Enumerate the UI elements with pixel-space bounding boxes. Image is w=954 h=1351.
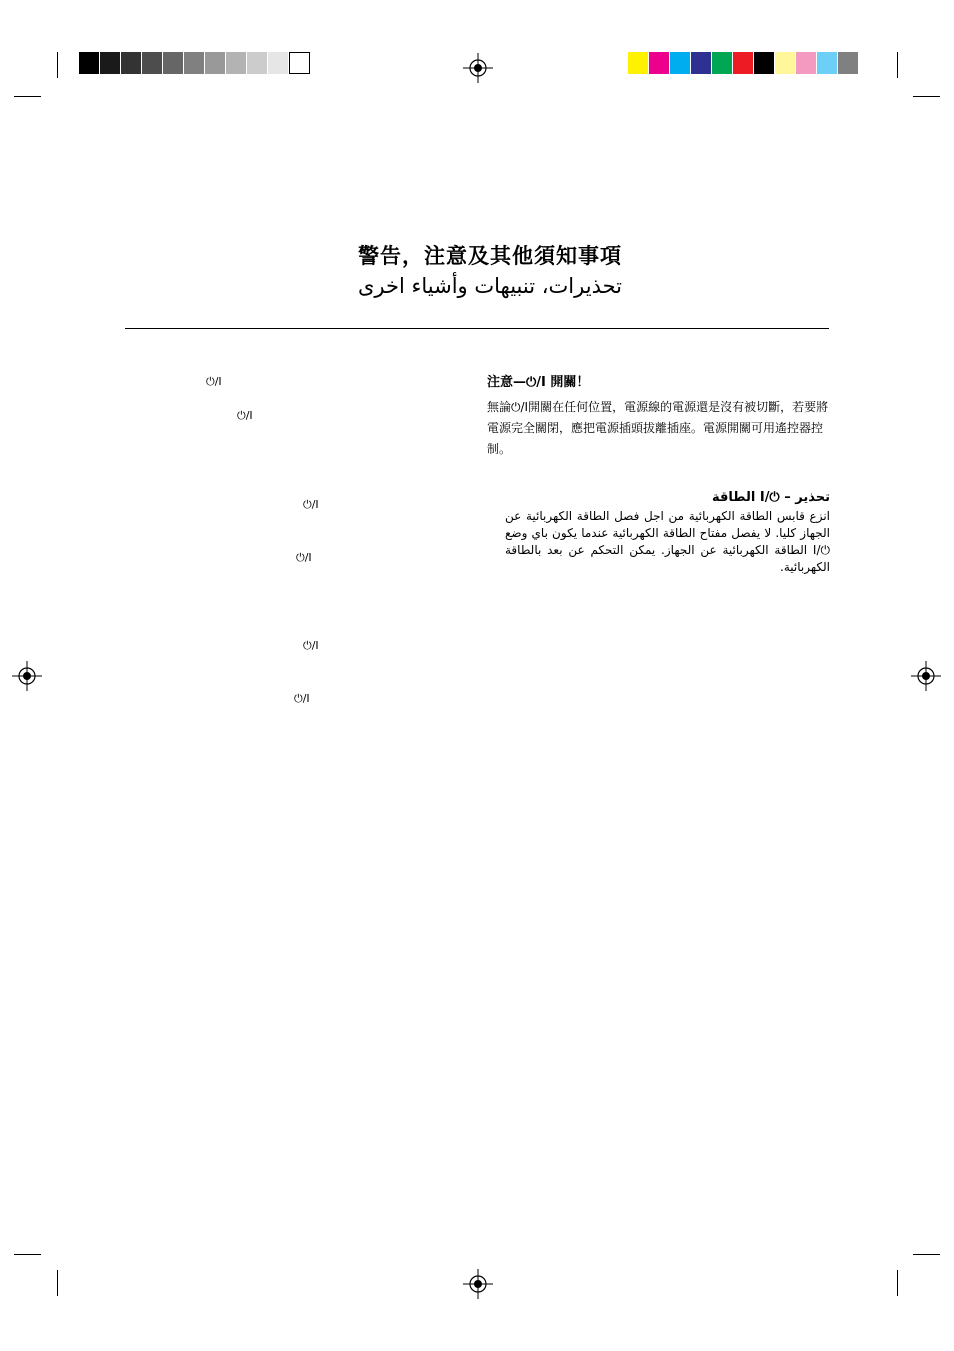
color-swatch	[796, 52, 817, 74]
page-title-arabic-text: تحذيرات، تنبيهات وأشياء اخرى	[358, 274, 622, 298]
power-symbol: ⏻/I	[294, 692, 310, 705]
crop-mark	[897, 1270, 898, 1296]
arabic-notice-body: انزع قابس الطاقة الكهربائية من اجل فصل الطاقة الكهربائية عن الجهاز كليا. لا يفصل مفتاح الطاقة الكهربائية عندما يكون باي وضع ⏻/I الطاقة الكهربائية عن الجهاز. يمكن التحكم عن بعد بالطاقة الكهربائية.	[505, 509, 830, 574]
color-swatch	[775, 52, 796, 74]
color-swatch	[628, 52, 649, 74]
color-swatch	[142, 52, 163, 74]
registration-target-icon	[463, 53, 493, 83]
color-swatch	[670, 52, 691, 74]
color-swatch	[184, 52, 205, 74]
page-title-arabic	[0, 274, 954, 298]
color-swatch	[205, 52, 226, 74]
color-swatch	[754, 52, 775, 74]
color-swatch	[712, 52, 733, 74]
crop-mark	[14, 96, 41, 97]
power-symbol: ⏻/I	[237, 409, 253, 422]
color-swatch	[226, 52, 247, 74]
arabic-notice-title: تحذير – ⏻/I الطاقة	[712, 490, 830, 505]
color-swatch	[649, 52, 670, 74]
color-swatch	[733, 52, 754, 74]
color-swatch	[163, 52, 184, 74]
registration-target-icon	[12, 661, 42, 691]
power-symbol: ⏻/I	[206, 375, 222, 388]
color-swatch	[268, 52, 289, 74]
color-swatch	[121, 52, 142, 74]
crop-mark	[14, 1254, 41, 1255]
crop-mark	[57, 1270, 58, 1296]
page-title-chinese-text: 警告，注意及其他須知事項	[358, 244, 622, 268]
color-registration-bar	[628, 52, 859, 74]
page-title-chinese	[0, 240, 954, 270]
color-swatch	[79, 52, 100, 74]
registration-target-icon	[463, 1269, 493, 1299]
color-swatch	[817, 52, 838, 74]
color-swatch	[289, 52, 310, 74]
heading-divider	[125, 328, 829, 329]
crop-mark	[913, 96, 940, 97]
power-symbol: ⏻/I	[303, 498, 319, 511]
color-swatch	[247, 52, 268, 74]
chinese-notice-body: 無論⏻/I開關在任何位置，電源線的電源還是沒有被切斷，若要將電源完全關閉，應把電源插頭拔離插座。電源開關可用遙控器控制。	[487, 400, 829, 456]
color-swatch	[838, 52, 859, 74]
power-symbol: ⏻/I	[303, 639, 319, 652]
crop-mark	[897, 52, 898, 78]
crop-mark	[913, 1254, 940, 1255]
color-swatch	[100, 52, 121, 74]
color-swatch	[691, 52, 712, 74]
chinese-notice-title: 注意—⏻/I 開關！	[487, 375, 590, 390]
registration-target-icon	[911, 661, 941, 691]
power-symbol: ⏻/I	[296, 551, 312, 564]
crop-mark	[57, 52, 58, 78]
gray-registration-bar	[79, 52, 310, 74]
